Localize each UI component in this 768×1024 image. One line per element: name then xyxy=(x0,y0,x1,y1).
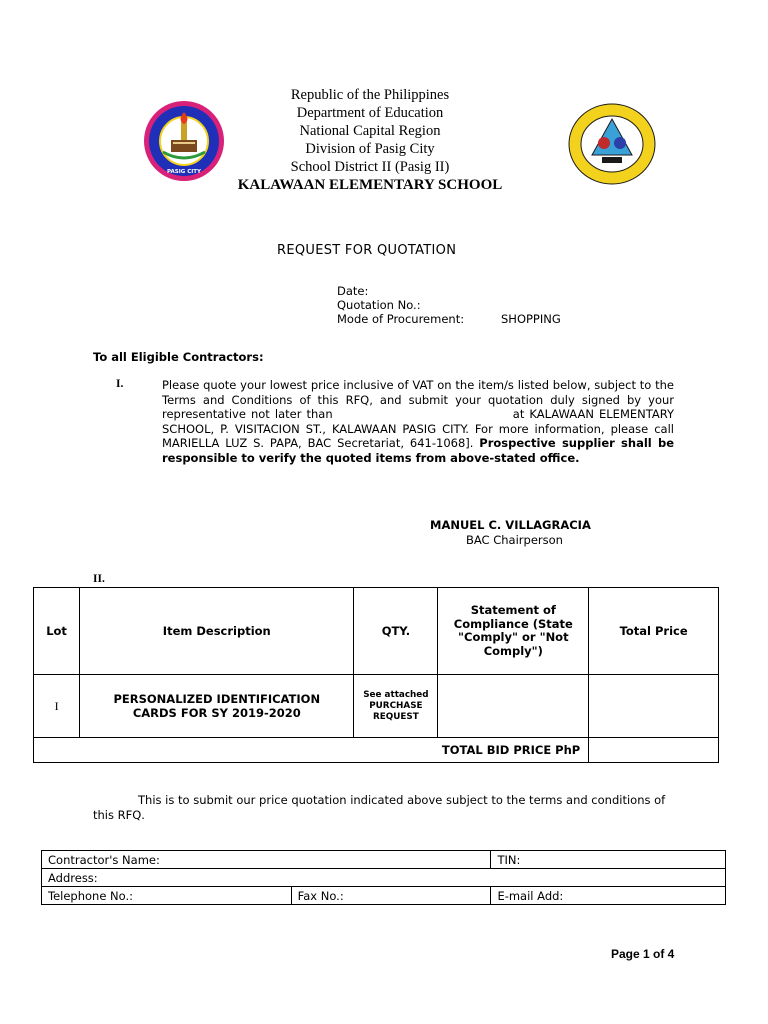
table-row xyxy=(34,675,719,738)
page-title: REQUEST FOR QUOTATION xyxy=(277,243,457,258)
fax-field[interactable]: Fax No.: xyxy=(291,887,491,905)
qty-line: See attached xyxy=(363,689,429,700)
items-table xyxy=(33,587,719,763)
qty-line: PURCHASE xyxy=(369,700,423,711)
lot-cell: I xyxy=(34,675,80,738)
section-2-number: II. xyxy=(93,573,105,585)
section-1-text-a: Please quote your lowest price inclusive of VAT on the item/s listed below, subject to the Terms and Conditions of this RFQ, and submit your quotation duly signed by your representative not later than xyxy=(162,378,674,422)
section-1-number: I. xyxy=(116,378,124,390)
quotation-meta xyxy=(337,284,561,326)
telephone-field[interactable]: Telephone No.: xyxy=(42,887,292,905)
total-price-cell[interactable] xyxy=(589,675,719,738)
total-row xyxy=(34,738,719,763)
quotation-label: Quotation No.: xyxy=(337,298,421,312)
chairperson-name: MANUEL C. VILLAGRACIA xyxy=(430,518,591,532)
mode-row xyxy=(337,312,561,326)
description-cell: PERSONALIZED IDENTIFICATION CARDS FOR SY 2019-2020 xyxy=(80,675,354,738)
total-bid-label: TOTAL BID PRICE PhP xyxy=(34,738,589,763)
table-header-row xyxy=(34,588,719,675)
total-bid-value[interactable] xyxy=(589,738,719,763)
contractor-row xyxy=(42,887,726,905)
header-compliance: Statement of Compliance (State "Comply" or "Not Comply") xyxy=(438,588,589,675)
letterhead xyxy=(200,86,540,194)
letterhead-line: School District II (Pasig II) xyxy=(290,159,450,175)
letterhead-line: Division of Pasig City xyxy=(305,141,435,157)
date-row xyxy=(337,284,561,298)
header-total-price: Total Price xyxy=(589,588,719,675)
contractor-row xyxy=(42,869,726,887)
division-seal-icon xyxy=(568,103,656,185)
mode-label: Mode of Procurement: xyxy=(337,312,465,326)
salutation: To all Eligible Contractors: xyxy=(93,350,264,364)
school-name: KALAWAAN ELEMENTARY SCHOOL xyxy=(237,177,503,193)
address-field[interactable]: Address: xyxy=(42,869,726,887)
tin-field[interactable]: TIN: xyxy=(491,851,726,869)
header-qty: QTY. xyxy=(354,588,438,675)
email-field[interactable]: E-mail Add: xyxy=(491,887,726,905)
compliance-cell[interactable] xyxy=(438,675,589,738)
header-lot: Lot xyxy=(34,588,80,675)
mode-value: SHOPPING xyxy=(501,312,561,326)
qty-line: REQUEST xyxy=(373,711,419,722)
date-label: Date: xyxy=(337,284,369,298)
quotation-row xyxy=(337,298,561,312)
letterhead-line: National Capital Region xyxy=(299,123,441,139)
chairperson-title: BAC Chairperson xyxy=(466,533,563,547)
header-description: Item Description xyxy=(80,588,354,675)
contractor-table xyxy=(41,850,726,905)
page-number: Page 1 of 4 xyxy=(611,947,675,961)
svg-text:PASIG CITY: PASIG CITY xyxy=(166,169,202,175)
qty-cell xyxy=(354,675,438,738)
section-1-text-b: at KALAWAAN ELEMENTARY SCHOOL, P. VISITACION ST., KALAWAAN PASIG CITY. For more information, please call MARIELLA LUZ S. PAPA, BAC Secretariat, 641-1068]. xyxy=(162,407,675,451)
submission-statement: This is to submit our price quotation indicated above subject to the terms and conditions of this RFQ. xyxy=(93,793,666,822)
letterhead-line: Republic of the Philippines xyxy=(290,87,450,103)
section-1-text-bold: Prospective supplier shall be responsible to verify the quoted items from above-stated office. xyxy=(162,436,674,465)
letterhead-line: Department of Education xyxy=(296,105,444,121)
contractor-name-field[interactable]: Contractor's Name: xyxy=(42,851,491,869)
section-1-text xyxy=(162,378,674,466)
contractor-row xyxy=(42,851,726,869)
